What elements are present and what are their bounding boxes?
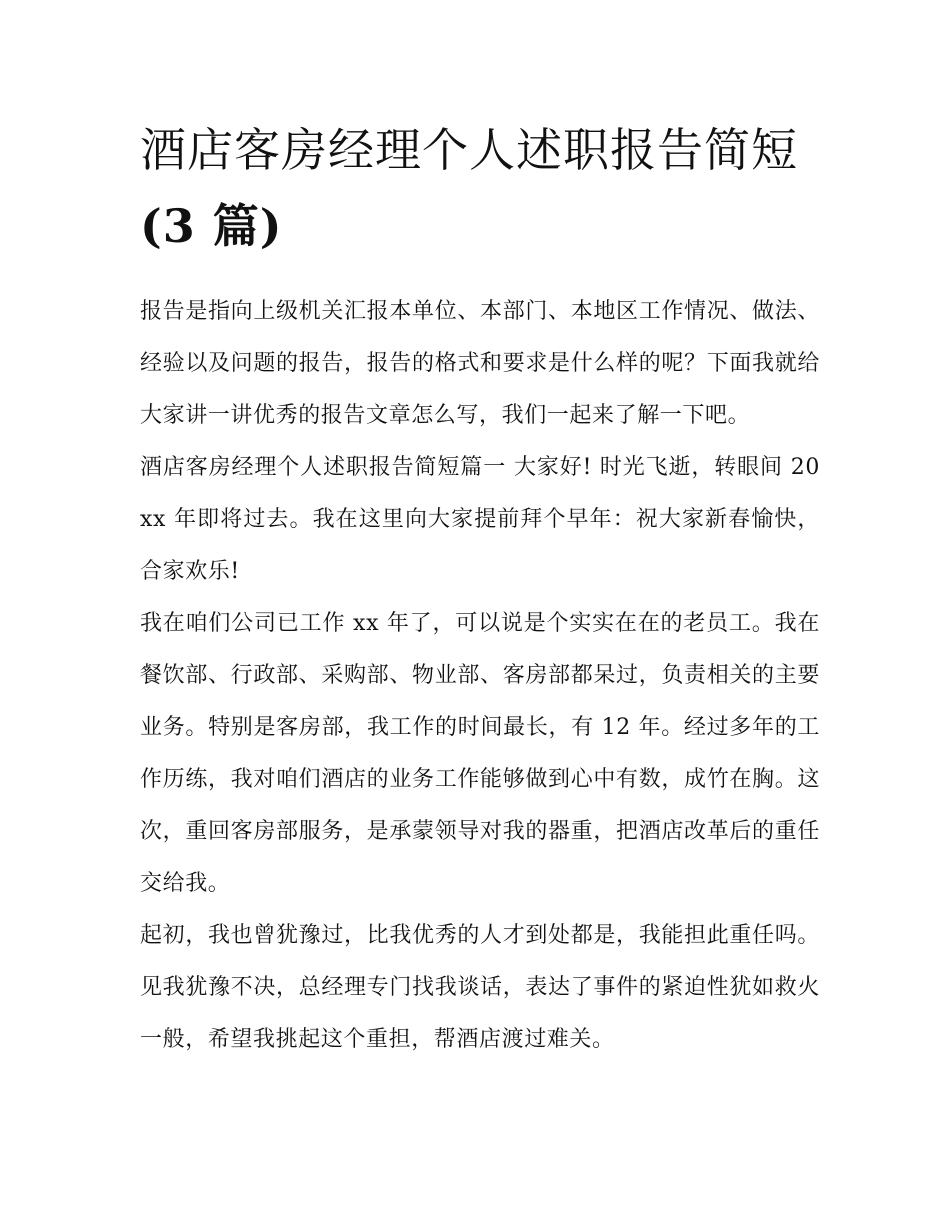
document-title — [140, 112, 820, 264]
document-body — [140, 112, 820, 1066]
paragraph-hesitation: 起初，我也曾犹豫过，比我优秀的人才到处都是，我能担此重任吗。见我犹豫不决，总经理专门找我谈话，表达了事件的紧迫性犹如救火一般，希望我挑起这个重担，帮酒店渡过难关。 — [140, 923, 820, 1052]
document-title-suffix: (3 篇) — [140, 199, 283, 253]
document-title-main: 酒店客房经理个人述职报告简短 — [140, 123, 798, 177]
paragraph-experience: 我在咱们公司已工作 xx 年了，可以说是个实实在在的老员工。我在餐饮部、行政部、采购部、物业部、客房部都呆过，负责相关的主要业务。特别是客房部，我工作的时间最长，有 12 年。经过多年的工作历练，我对咱们酒店的业务工作能够做到心中有数，成竹在胸。这次，重回客房部服务，是承蒙领导对我的器重，把酒店改革后的重任交给我。 — [140, 611, 820, 896]
paragraph-greeting: 酒店客房经理个人述职报告简短篇一 大家好! 时光飞逝，转眼间 20xx 年即将过去。我在这里向大家提前拜个早年：祝大家新春愉快，合家欢乐! — [140, 455, 820, 584]
paragraph-intro: 报告是指向上级机关汇报本单位、本部门、本地区工作情况、做法、经验以及问题的报告，报告的格式和要求是什么样的呢？下面我就给大家讲一讲优秀的报告文章怎么写，我们一起来了解一下吧。 — [140, 299, 820, 428]
